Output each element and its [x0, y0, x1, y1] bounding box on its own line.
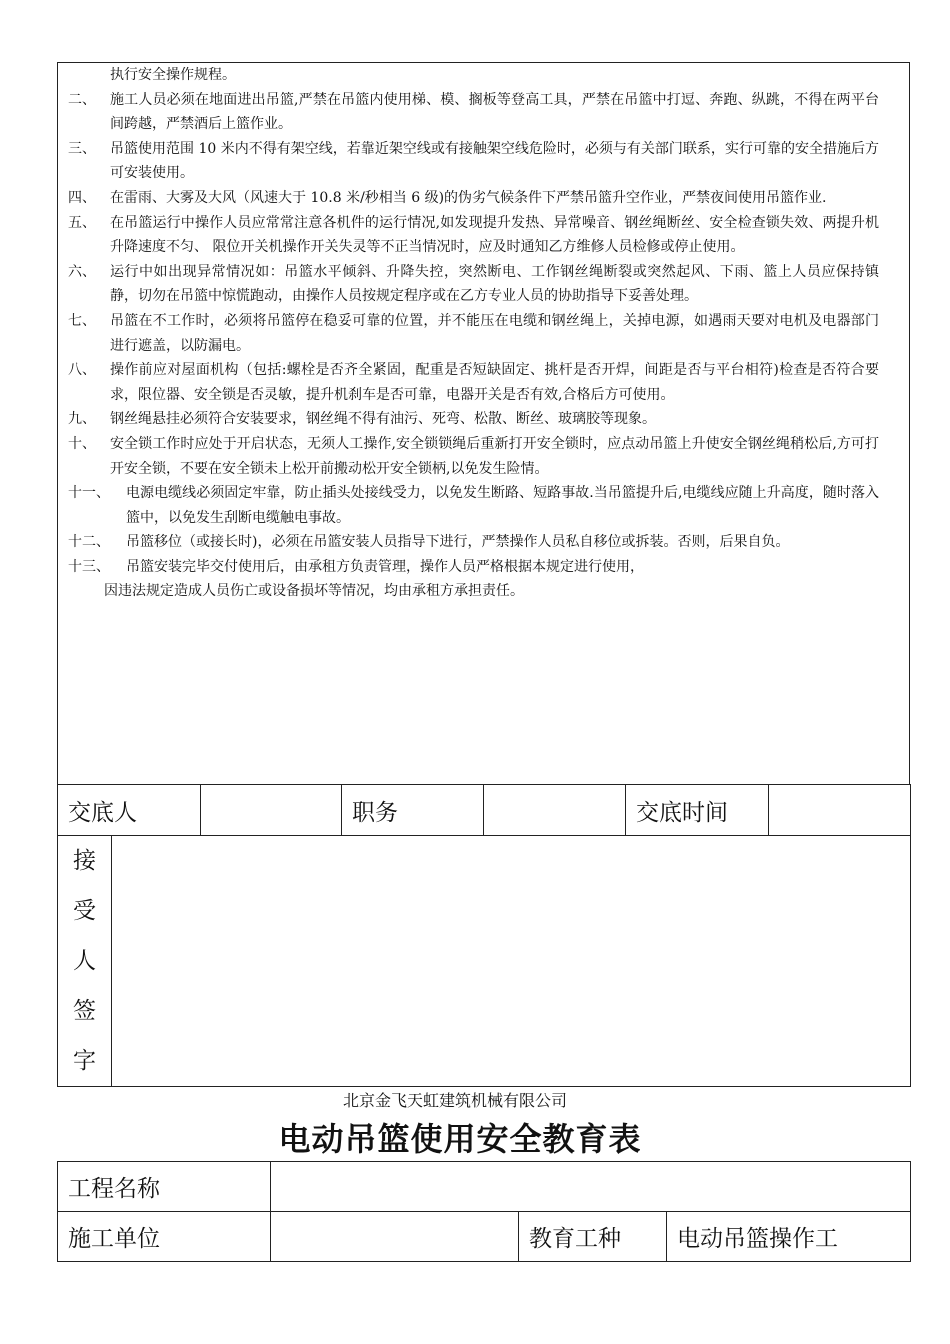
rule-number: 四、 — [68, 189, 96, 206]
receiver-label-char: 签 — [73, 998, 96, 1024]
receiver-sign-table — [57, 835, 911, 1087]
receiver-label-char: 字 — [73, 1048, 96, 1074]
rule-text: 运行中如出现异常情况如：吊篮水平倾斜、升降失控，突然断电、工作钢丝绳断裂或突然起风、下雨、篮上人员应保持镇静，切勿在吊篮中惊慌跑动，由操作人员按规定程序或在乙方专业人员的协助指导下妥善处理。 — [110, 263, 879, 305]
form-title: 电动吊篮使用安全教育表 — [278, 1120, 642, 1158]
handover-person-label: 交底人 — [58, 785, 201, 836]
rule-text: 安全锁工作时应处于开启状态，无须人工操作,安全锁锁绳后重新打开安全锁时，应点动吊篮上升使安全钢丝绳稍松后,方可打开安全锁，不要在安全锁未上松开前搬动松开安全锁柄,以免发生险情。 — [110, 435, 879, 477]
rule-number: 二、 — [68, 91, 96, 108]
handover-sign-table — [57, 784, 911, 836]
rule-item — [68, 555, 909, 580]
rule-number: 七、 — [68, 312, 96, 329]
rule-text: 在雷雨、大雾及大风（风速大于 10.8 米/秒相当 6 级)的伪劣气候条件下严禁吊篮升空作业，严禁夜间使用吊篮作业. — [110, 189, 827, 206]
rule-item — [68, 481, 909, 530]
rule-item — [68, 211, 909, 260]
receiver-signature-field[interactable] — [112, 836, 911, 1087]
receiver-signature-label — [58, 836, 111, 1086]
rule-text: 电源电缆线必须固定牢靠，防止插头处接线受力，以免发生断路、短路事故.当吊篮提升后,电缆线应随上升高度，随时落入篮中，以免发生刮断电缆触电事故。 — [126, 485, 879, 526]
rule-text: 吊篮安装完毕交付使用后，由承租方负责管理，操作人员严格根据本规定进行使用， — [126, 558, 644, 575]
project-name-label: 工程名称 — [58, 1162, 271, 1212]
construction-unit-label: 施工单位 — [58, 1212, 271, 1262]
rule-item — [68, 88, 909, 137]
rule-item — [68, 407, 909, 432]
position-field[interactable] — [484, 785, 626, 836]
rule-text: 施工人员必须在地面进出吊篮,严禁在吊篮内使用梯、模、搁板等登高工具，严禁在吊篮中打逗、奔跑、纵跳，不得在两平台间跨越，严禁酒后上篮作业。 — [110, 91, 879, 133]
rule-number: 十三、 — [68, 558, 110, 575]
receiver-label-char: 接 — [73, 848, 96, 874]
rule-text: 因违法规定造成人员伤亡或设备损坏等情况，均由承租方承担责任。 — [104, 583, 524, 600]
rule-item — [68, 358, 909, 407]
rule-number: 八、 — [68, 362, 96, 379]
construction-unit-field[interactable] — [271, 1212, 519, 1262]
safety-rules-list — [58, 63, 909, 604]
project-name-field[interactable] — [271, 1162, 911, 1212]
rule-number: 十一、 — [68, 485, 110, 502]
rule-item — [68, 530, 909, 555]
rule-item — [68, 309, 909, 358]
rule-number: 六、 — [68, 263, 96, 280]
project-info-table — [57, 1161, 911, 1262]
rule-text: 吊篮在不工作时，必须将吊篮停在稳妥可靠的位置，并不能压在电缆和钢丝绳上，关掉电源，如遇雨天要对电机及电器部门进行遮盖，以防漏电。 — [110, 312, 879, 354]
rule-text: 在吊篮运行中操作人员应常常注意各机件的运行情况,如发现提升发热、异常噪音、钢丝绳断丝、安全检查锁失效、两提升机升降速度不匀、 限位开关机操作开关失灵等不正当情况时，应及时通知乙方维修人员检修或停止使用。 — [110, 214, 879, 256]
handover-person-field[interactable] — [201, 785, 342, 836]
rule-item — [68, 579, 909, 604]
handover-time-field[interactable] — [769, 785, 911, 836]
handover-time-label: 交底时间 — [626, 785, 769, 836]
rule-item — [68, 260, 909, 309]
rule-item — [68, 63, 909, 88]
rule-number: 九、 — [68, 411, 96, 428]
rule-number: 十、 — [68, 435, 96, 452]
rule-number: 五、 — [68, 214, 96, 231]
rule-number: 三、 — [68, 140, 96, 157]
rule-item — [68, 137, 909, 186]
rule-number: 十二、 — [68, 534, 110, 551]
safety-rules-box — [57, 62, 910, 784]
position-label: 职务 — [342, 785, 484, 836]
rule-item — [68, 432, 909, 481]
rule-text: 吊篮使用范围 10 米内不得有架空线，若靠近架空线或有接触架空线危险时，必须与有关部门联系，实行可靠的安全措施后方可安装使用。 — [110, 140, 879, 182]
company-name: 北京金飞天虹建筑机械有限公司 — [342, 1091, 567, 1110]
education-trade-label: 教育工种 — [519, 1212, 667, 1262]
rule-text: 吊篮移位（或接长时)，必须在吊篮安装人员指导下进行，严禁操作人员私自移位或拆装。否则，后果自负。 — [126, 534, 790, 551]
rule-item — [68, 186, 909, 211]
rule-text: 操作前应对屋面机构（包括:螺栓是否齐全紧固，配重是否短缺固定、挑杆是否开焊，间距是否与平台相符)检查是否符合要求，限位器、安全锁是否灵敏，提升机刹车是否可靠，电器开关是否有效,合格后方可使用。 — [110, 362, 879, 403]
receiver-label-char: 人 — [73, 948, 96, 974]
education-trade-value[interactable]: 电动吊篮操作工 — [667, 1212, 911, 1262]
receiver-label-char: 受 — [73, 898, 96, 924]
rule-text: 执行安全操作规程。 — [110, 67, 236, 83]
rule-text: 钢丝绳悬挂必须符合安装要求，钢丝绳不得有油污、死弯、松散、断丝、玻璃胶等现象。 — [110, 411, 656, 428]
